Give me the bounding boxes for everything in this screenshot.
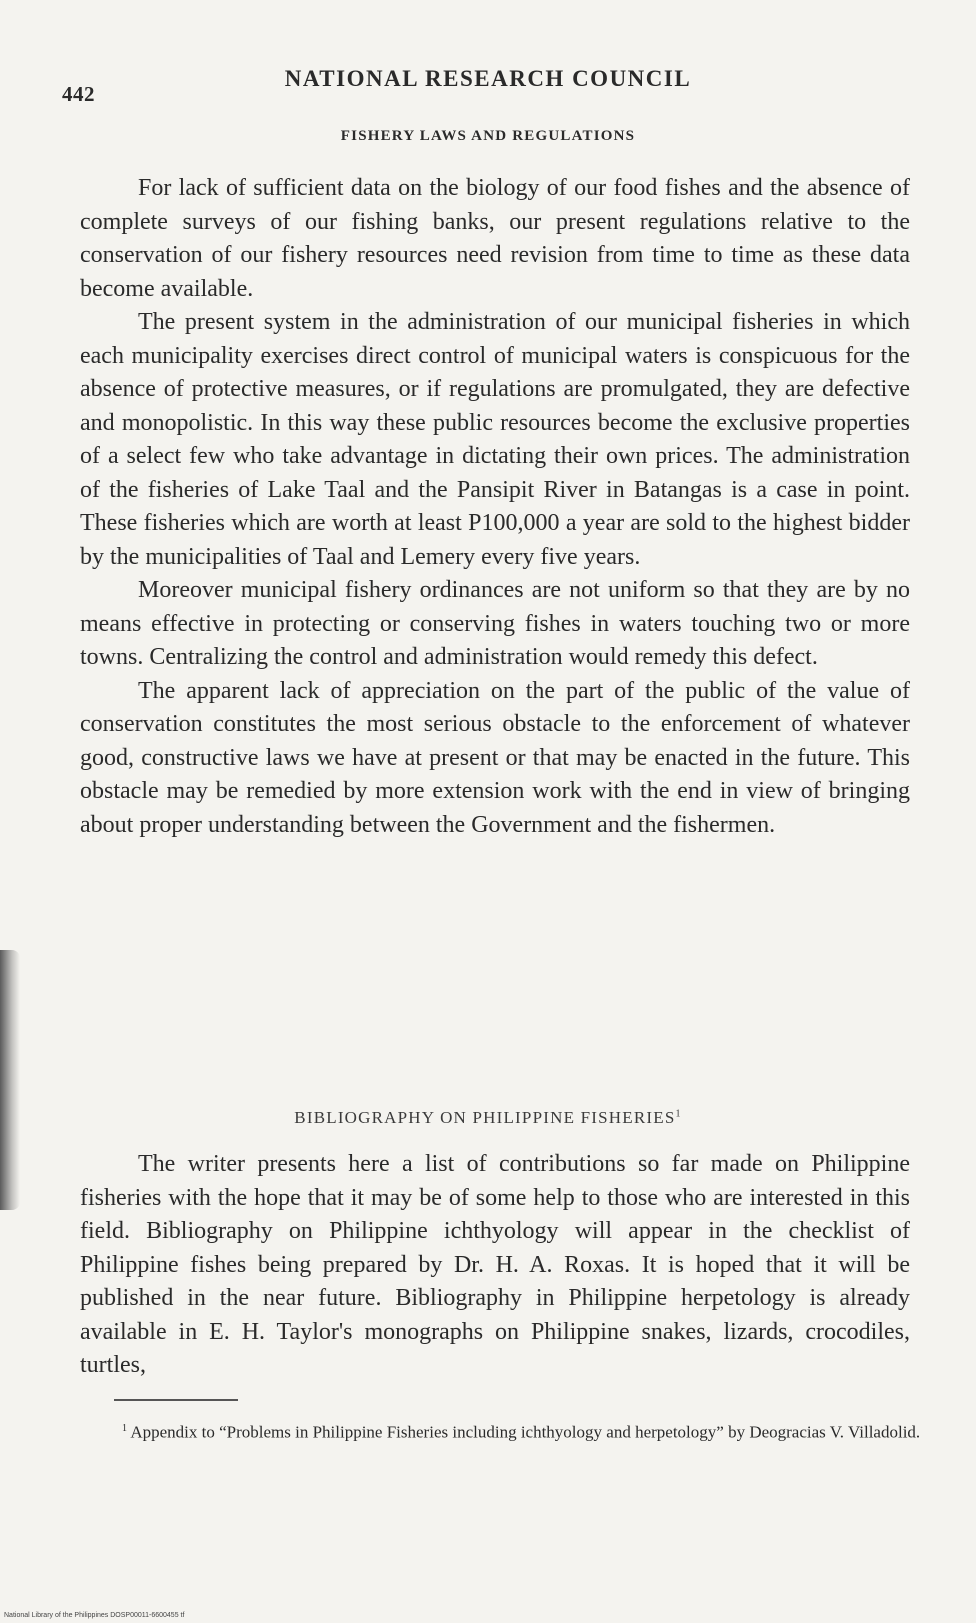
footnote xyxy=(104,1418,924,1444)
section-heading-bibliography xyxy=(0,1108,976,1128)
footnote-reference[interactable]: 1 xyxy=(675,1108,682,1120)
paragraph: The apparent lack of appreciation on the part of the public of the value of conservation constitutes the most serious obstacle to the enforcement of whatever good, constructive laws we have at present or that may be enacted in the future. This obstacle may be remedied by more extension work with the end in view of bringing about proper understanding between the Government and the fishermen. xyxy=(80,677,910,838)
scan-footer: National Library of the Philippines DOSP00011-6600455 tf xyxy=(4,1612,185,1619)
scan-edge-shadow xyxy=(0,950,20,1210)
paragraph: Moreover municipal fishery ordinances are not uniform so that they are by no means effective in protecting or conserving fishes in waters touching two or more towns. Centralizing the control and administration would remedy this defect. xyxy=(80,577,910,670)
paragraph: The writer presents here a list of contributions so far made on Philippine fisheries with the hope that it may be of some help to those who are interested in this field. Bibliography on Philippine ichthyology will appear in the checklist of Philippine fishes being prepared by Dr. H. A. Roxas. It is hoped that it will be published in the near future. Bibliography in Philippine herpetology is already available in E. H. Taylor's monographs on Philippine snakes, lizards, crocodiles, turtles, xyxy=(80,1151,910,1378)
section-body-bibliography xyxy=(80,1148,910,1383)
footnote-divider xyxy=(114,1399,238,1401)
footnote-mark: 1 xyxy=(122,1423,127,1434)
section-heading-text: BIBLIOGRAPHY ON PHILIPPINE FISHERIES xyxy=(294,1108,676,1127)
paragraph: The present system in the administration of our municipal fisheries in which each municipality exercises direct control of municipal waters is conspicuous for the absence of protective measures, or if regulations are promulgated, they are defective and monopolistic. In this way these public resources become the exclusive properties of a select few who take advantage in dictating their own prices. The administration of the fisheries of Lake Taal and the Pansipit River in Batangas is a case in point. These fisheries which are worth at least P100,000 a year are sold to the highest bidder by the municipalities of Taal and Lemery every five years. xyxy=(80,309,910,570)
footnote-text: Appendix to “Problems in Philippine Fisheries including ichthyology and herpetology” by Deogracias V. Villadolid. xyxy=(130,1422,921,1442)
running-title: NATIONAL RESEARCH COUNCIL xyxy=(284,66,692,91)
paragraph: For lack of sufficient data on the biology of our food fishes and the absence of complete surveys of our fishing banks, our present regulations relative to the conservation of our fishery resources need revision from time to time as these data become available. xyxy=(80,175,910,302)
page-number: 442 xyxy=(62,82,95,106)
section-body-fishery-laws xyxy=(80,172,910,842)
section-heading-fishery-laws: FISHERY LAWS AND REGULATIONS xyxy=(340,128,636,144)
